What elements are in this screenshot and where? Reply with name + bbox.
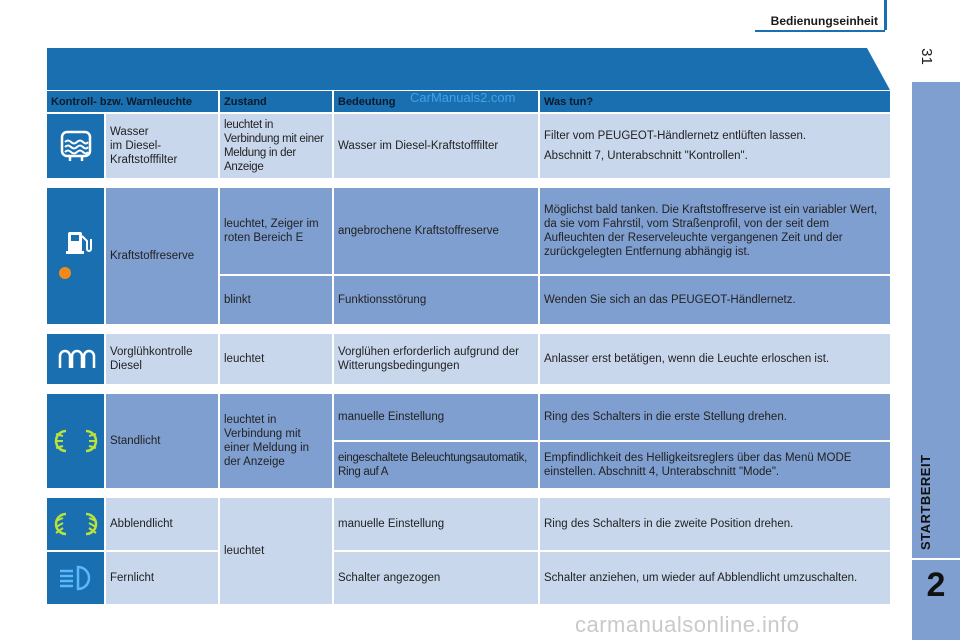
sidebar-divider xyxy=(912,558,960,560)
lamp-meaning: Schalter angezogen xyxy=(334,552,540,606)
lamp-state: blinkt xyxy=(220,276,334,326)
section-title: Bedienungseinheit xyxy=(770,14,878,28)
col-header-lamp: Kontroll- bzw. Warnleuchte xyxy=(47,91,220,114)
lamp-action xyxy=(540,114,892,180)
lamp-meaning: Vorglühen erforderlich aufgrund der Witterungsbedingungen xyxy=(334,334,540,386)
row-spacer xyxy=(47,386,892,394)
lamp-name: Wasser im Diesel- Kraftstofffilter xyxy=(106,114,220,180)
header-rule xyxy=(755,30,885,32)
lamp-name: Fernlicht xyxy=(106,552,220,606)
lamp-meaning: eingeschaltete Beleuchtungsautomatik, Ring auf A xyxy=(334,442,540,490)
lamp-state: leuchtet, Zeiger im roten Bereich E xyxy=(220,188,334,276)
lamp-action: Schalter anziehen, um wieder auf Abblendlicht umzuschalten. xyxy=(540,552,892,606)
side-light-icon xyxy=(47,394,106,490)
table-row xyxy=(47,552,892,606)
lamp-action: Ring des Schalters in die erste Stellung drehen. xyxy=(540,394,892,442)
col-header-action: Was tun? xyxy=(540,91,892,114)
lamp-meaning: Funktionsstörung xyxy=(334,276,540,326)
table-row xyxy=(47,394,892,442)
lamp-name: Kraftstoffreserve xyxy=(106,188,220,326)
lamp-action: Wenden Sie sich an das PEUGEOT-Händlernetz. xyxy=(540,276,892,326)
lamp-action: Möglichst bald tanken. Die Kraftstoffreserve ist ein variabler Wert, da sie vom Fahrstil, vom Straßenprofil, von der seit dem Aufleuchten der Reserveleuchte vergangenen Zeit und der zurückgelegten Entfernung abhängig ist. xyxy=(540,188,892,276)
table-row xyxy=(47,114,892,180)
main-beam-icon xyxy=(47,552,106,606)
action-line: Filter vom PEUGEOT-Händlernetz entlüften lassen. xyxy=(544,130,807,142)
lamp-action: Empfindlichkeit des Helligkeitsreglers über das Menü MODE einstellen. Abschnitt 4, Unterabschnitt "Mode". xyxy=(540,442,892,490)
lamp-state: leuchtet in Verbindung mit einer Meldung in der Anzeige xyxy=(220,394,334,490)
row-spacer xyxy=(47,326,892,334)
lamp-name: Standlicht xyxy=(106,394,220,490)
glow-plug-icon xyxy=(47,334,106,386)
lamp-state: leuchtet xyxy=(220,498,334,606)
table-row xyxy=(47,334,892,386)
page-number: 31 xyxy=(917,48,935,65)
watermark-bottom[interactable]: carmanualsonline.info xyxy=(575,612,800,637)
table-row xyxy=(47,188,892,276)
col-header-state: Zustand xyxy=(220,91,334,114)
title-band xyxy=(47,48,890,90)
lamp-meaning: manuelle Einstellung xyxy=(334,498,540,552)
watermark-top[interactable]: CarManuals2.com xyxy=(410,90,516,105)
col-header-meaning: Bedeutung xyxy=(334,91,540,114)
chapter-number: 2 xyxy=(926,566,946,604)
lamp-action: Ring des Schalters in die zweite Position drehen. xyxy=(540,498,892,552)
chapter-label: STARTBEREIT xyxy=(918,454,933,550)
warning-lights-table xyxy=(47,91,892,606)
lamp-name: Abblendlicht xyxy=(106,498,220,552)
lamp-action: Anlasser erst betätigen, wenn die Leuchte erloschen ist. xyxy=(540,334,892,386)
table-row xyxy=(47,498,892,552)
lamp-state: leuchtet in Verbindung mit einer Meldung in der Anzeige xyxy=(220,114,334,180)
lamp-meaning: Wasser im Diesel-Kraftstofffilter xyxy=(334,114,540,180)
dipped-beam-icon xyxy=(47,498,106,552)
lamp-name: Vorglühkontrolle Diesel xyxy=(106,334,220,386)
header-accent-bar xyxy=(884,0,887,30)
lamp-meaning: angebrochene Kraftstoffreserve xyxy=(334,188,540,276)
lamp-state: leuchtet xyxy=(220,334,334,386)
lamp-meaning: manuelle Einstellung xyxy=(334,394,540,442)
row-spacer xyxy=(47,490,892,498)
row-spacer xyxy=(47,180,892,188)
action-reference: Abschnitt 7, Unterabschnitt "Kontrollen". xyxy=(544,150,748,162)
fuel-pump-icon xyxy=(47,188,106,326)
water-in-diesel-icon xyxy=(47,114,106,180)
